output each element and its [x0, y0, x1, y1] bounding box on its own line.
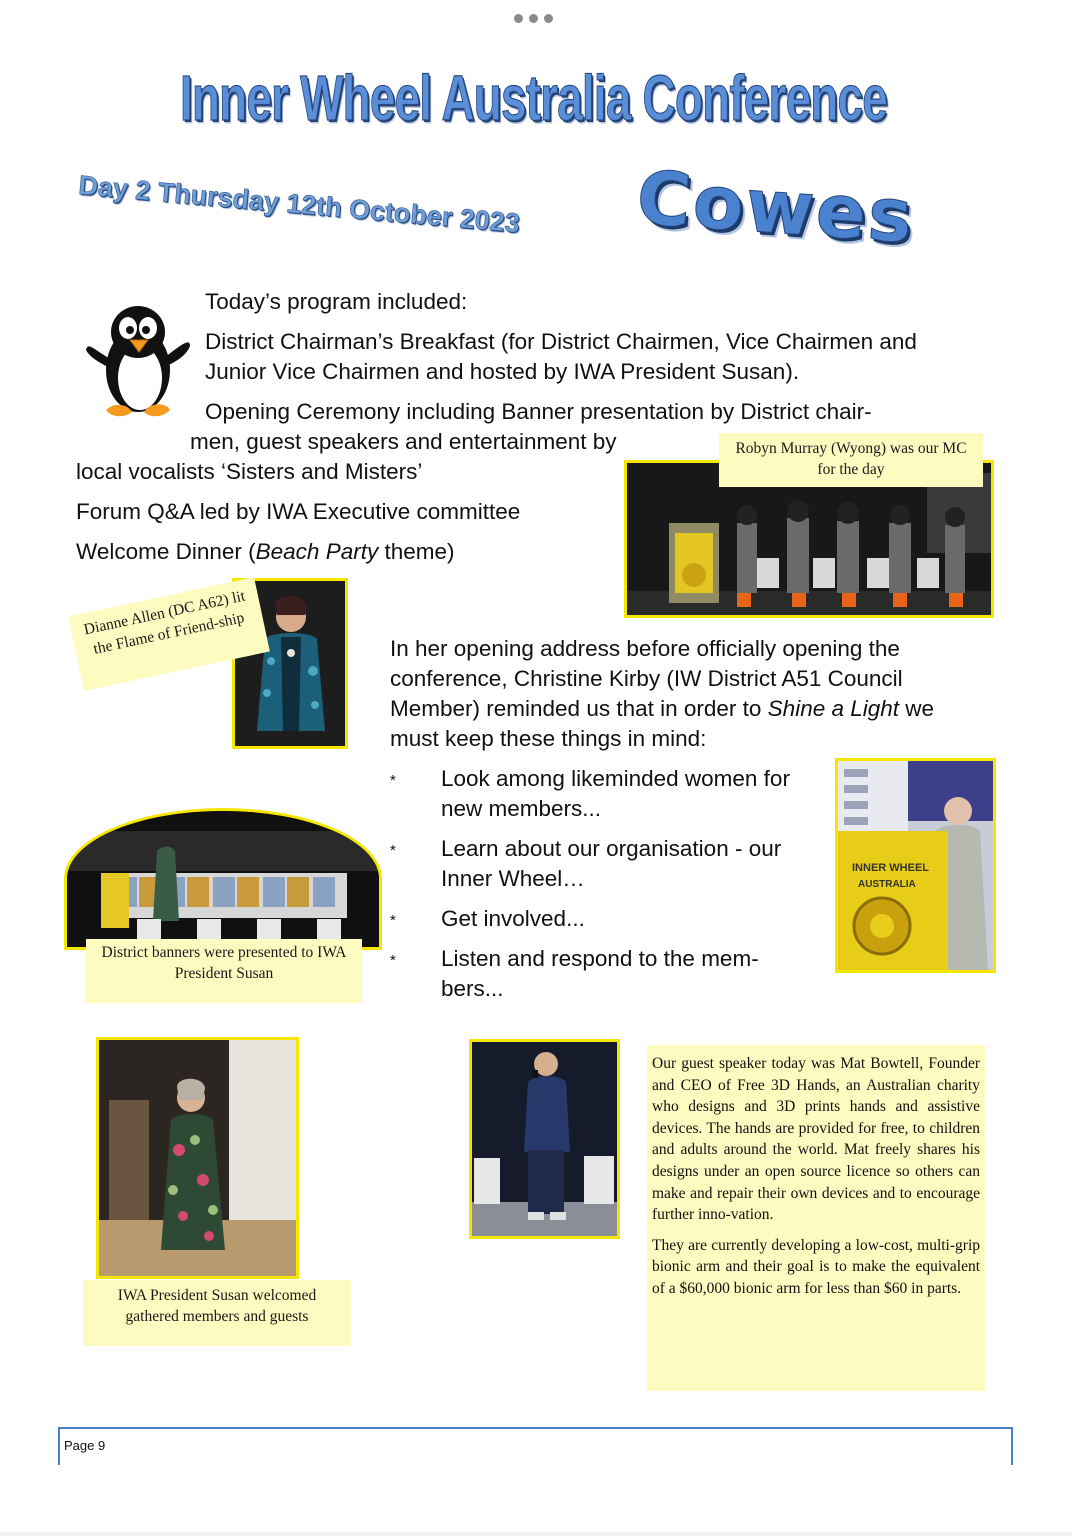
list-item: * Learn about our organisation - our Inner Wheel…: [390, 836, 782, 891]
banner-text-line2: AUSTRALIA: [858, 879, 916, 890]
headline-title: Inner Wheel Australia Conference: [180, 61, 887, 134]
intro-heading: Today’s program included:: [205, 289, 468, 314]
president-caption: IWA President Susan welcomed gathered members and guests: [83, 1280, 351, 1346]
speaker-paragraph-1: Our guest speaker today was Mat Bowtell, Founder and CEO of Free 3D Hands, an Australian charity who designs and 3D prints hands and assistive devices. The hands are provided for free, to children and adults around the world. Mat freely shares his designs under an open source licence so others can make and repair their own devices and to encourage further inno-vation.: [652, 1055, 980, 1224]
list-item: * Get involved...: [390, 904, 820, 934]
speaker-lectern-photo: [835, 758, 996, 973]
reminder-list: [390, 764, 820, 1014]
guest-speaker-photo: [469, 1039, 620, 1239]
bullet-mark: *: [390, 772, 396, 789]
banner-text-line1: INNER WHEEL: [852, 862, 929, 874]
bullet-mark: *: [390, 842, 396, 859]
footer-border: [58, 1427, 1013, 1465]
intro-dinner: Welcome Dinner (Beach Party theme): [76, 539, 455, 564]
headline-date: Day 2 Thursday 12th October 2023: [77, 170, 522, 239]
intro-forum: Forum Q&A led by IWA Executive committee: [76, 499, 521, 524]
district-banners-photo: [64, 808, 382, 950]
mc-caption: Robyn Murray (Wyong) was our MC for the day: [719, 433, 983, 487]
intro-breakfast: District Chairman’s Breakfast (for District Chairmen, Vice Chairmen and Junior Vice Chairmen and hosted by IWA President Susan).: [205, 329, 917, 384]
headline-place: Cowes: [634, 155, 918, 261]
list-item: * Listen and respond to the mem-bers...: [390, 946, 759, 1001]
president-photo: [96, 1037, 299, 1279]
opening-address: In her opening address before officially opening the conference, Christine Kirby (IW District A51 Council Member) reminded us that in order to Shine a Light we must keep these things in mind:: [390, 636, 935, 751]
list-item: * Look among likeminded women for new members...: [390, 766, 790, 821]
page-number: Page 9: [64, 1438, 106, 1453]
bullet-mark: *: [390, 952, 396, 969]
intro-ceremony-b: men, guest speakers and entertainment by: [190, 429, 617, 454]
bullet-mark: *: [390, 912, 396, 929]
more-options-icon[interactable]: [514, 14, 553, 23]
banners-caption: District banners were presented to IWA President Susan: [86, 939, 362, 1003]
intro-ceremony-a: Opening Ceremony including Banner presentation by District chair-: [205, 399, 872, 424]
intro-ceremony-c: local vocalists ‘Sisters and Misters’: [76, 459, 423, 484]
speaker-paragraph-2: They are currently developing a low-cost, multi-grip bionic arm and their goal is to make the equivalent of a $60,000 bionic arm for less than $60 in parts.: [652, 1236, 980, 1297]
guest-speaker-text: [647, 1045, 985, 1391]
flame-caption: Dianne Allen (DC A62) lit the Flame of Friend-ship: [68, 577, 270, 691]
penguin-icon: [84, 298, 192, 424]
